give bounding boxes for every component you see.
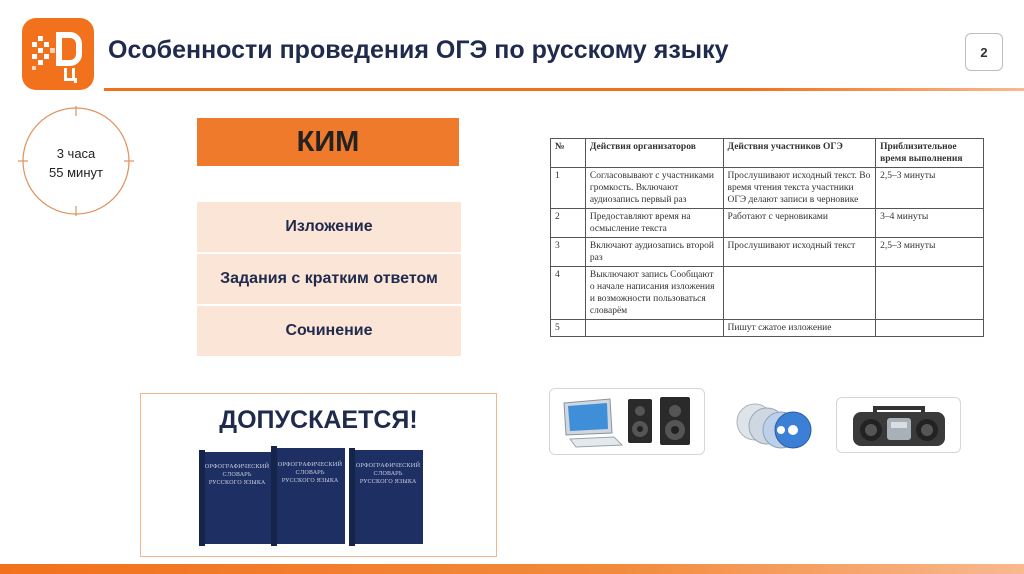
computer-speakers-image xyxy=(549,388,705,455)
header-number: № xyxy=(551,139,586,168)
duration-hours: 3 часа xyxy=(56,146,96,161)
table-cell: Пишут сжатое изложение xyxy=(723,320,876,337)
kim-header: КИМ xyxy=(197,118,459,166)
logo xyxy=(22,18,94,90)
cd-icon xyxy=(727,394,819,454)
book-1-line-1: ОРФОГРАФИЧЕСКИЙ xyxy=(204,464,270,470)
book-3-line-3: РУССКОГО ЯЗЫКА xyxy=(359,479,417,485)
book-2-line-3: РУССКОГО ЯЗЫКА xyxy=(281,478,339,484)
duration-minutes: 55 минут xyxy=(49,165,103,180)
cd-discs-image xyxy=(727,394,819,454)
boombox-icon xyxy=(837,398,962,454)
header-divider xyxy=(104,88,1024,91)
page-title: Особенности проведения ОГЭ по русскому языку xyxy=(108,36,729,64)
table-row xyxy=(551,267,984,320)
table-cell: 2 xyxy=(551,209,586,238)
table-header-row xyxy=(551,139,984,168)
table-cell xyxy=(876,320,984,337)
duration-clock xyxy=(14,106,138,216)
kim-item-short-answer: Задания с кратким ответом xyxy=(197,254,461,304)
table-cell: 3 xyxy=(551,238,586,267)
header-time: Приблизительное время выполнения xyxy=(876,139,984,168)
table-cell: Прослушивают исходный текст xyxy=(723,238,876,267)
allowed-box xyxy=(140,393,497,557)
table-cell xyxy=(585,320,723,337)
table-cell: 4 xyxy=(551,267,586,320)
allowed-title: ДОПУСКАЕТСЯ! xyxy=(219,406,418,434)
book-3-line-1: ОРФОГРАФИЧЕСКИЙ xyxy=(355,463,421,469)
table-row xyxy=(551,209,984,238)
table-cell: Прослушивают исходный текст. Во время чтения текста участники ОГЭ делают записи в черновике xyxy=(723,168,876,209)
kim-item-izlozhenie: Изложение xyxy=(197,202,461,252)
table-cell: 3–4 минуты xyxy=(876,209,984,238)
dictionaries-image xyxy=(199,442,429,547)
footer-bar xyxy=(0,564,1024,574)
computer-icon xyxy=(550,389,706,456)
table-cell: Включают аудиозапись второй раз xyxy=(585,238,723,267)
logo-mark-icon xyxy=(22,18,94,90)
book-3-line-2: СЛОВАРЬ xyxy=(373,471,403,477)
table-cell: 2,5–3 минуты xyxy=(876,168,984,209)
boombox-image xyxy=(836,397,961,453)
table-cell: Работают с черновиками xyxy=(723,209,876,238)
kim-item-sochinenie: Сочинение xyxy=(197,306,461,356)
table-cell: Выключают запись Сообщают о начале написания изложения и возможности пользоваться словарём xyxy=(585,267,723,320)
table-cell: 2,5–3 минуты xyxy=(876,238,984,267)
procedure-table xyxy=(550,138,984,337)
book-2-line-1: ОРФОГРАФИЧЕСКИЙ xyxy=(277,462,343,468)
table-cell xyxy=(723,267,876,320)
table-row xyxy=(551,320,984,337)
book-2-line-2: СЛОВАРЬ xyxy=(295,470,325,476)
book-1-line-2: СЛОВАРЬ xyxy=(222,472,252,478)
table-row xyxy=(551,238,984,267)
table-cell: Предоставляют время на осмысление текста xyxy=(585,209,723,238)
table-cell: 5 xyxy=(551,320,586,337)
header-participants: Действия участников ОГЭ xyxy=(723,139,876,168)
header-organizers: Действия организаторов xyxy=(585,139,723,168)
table-cell: 1 xyxy=(551,168,586,209)
page-number-badge: 2 xyxy=(965,33,1003,71)
table-row xyxy=(551,168,984,209)
book-1-line-3: РУССКОГО ЯЗЫКА xyxy=(208,480,266,486)
table-cell: Согласовывают с участниками громкость. Включают аудиозапись первый раз xyxy=(585,168,723,209)
table-cell xyxy=(876,267,984,320)
